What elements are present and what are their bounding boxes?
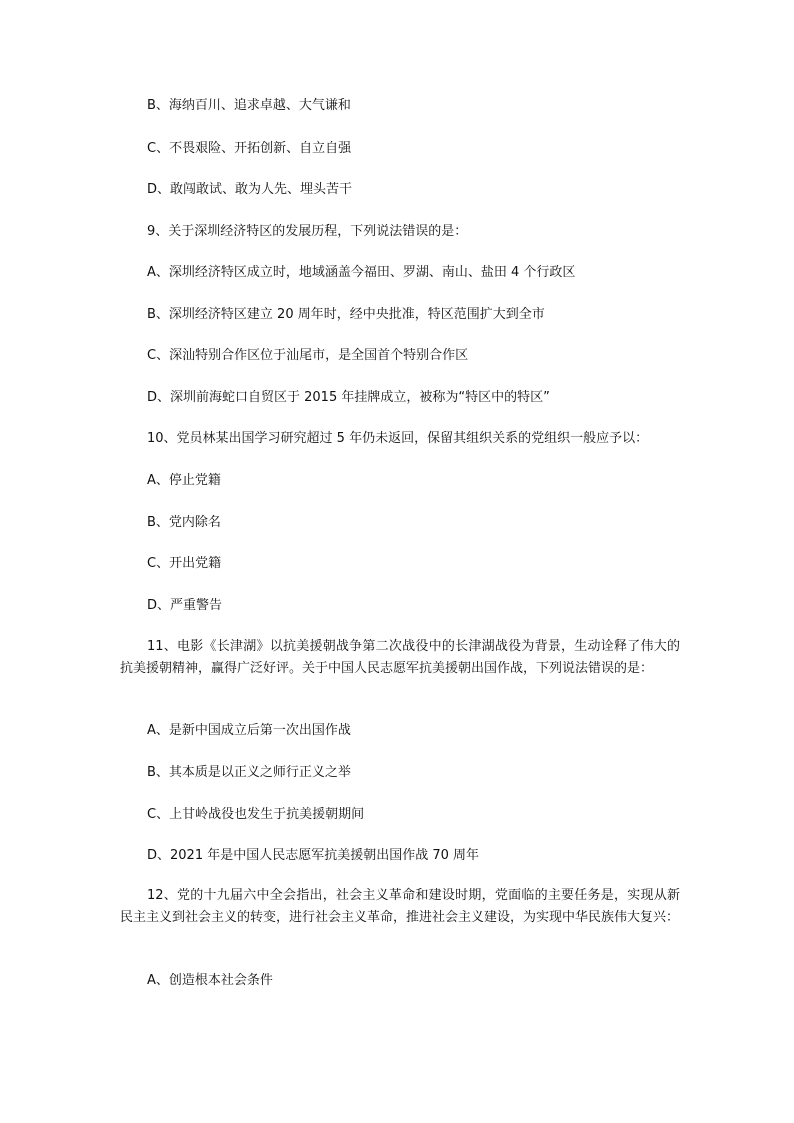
q12-stem: 12、党的十九届六中全会指出，社会主义革命和建设时期，党面临的主要任务是，实现从新民主主义到社会主义的转变，进行社会主义革命，推进社会主义建设，为实现中华民族伟大复兴： (120, 888, 680, 925)
q8-option-d: D、敢闯敢试、敢为人先、埋头苦干 (147, 182, 353, 197)
q11-option-b: B、其本质是以正义之师行正义之举 (147, 765, 351, 780)
q9-option-a: A、深圳经济特区成立时，地域涵盖今福田、罗湖、南山、盐田 4 个行政区 (147, 265, 576, 280)
q10-option-b: B、党内除名 (147, 515, 221, 530)
q9-option-b: B、深圳经济特区建立 20 周年时，经中央批准，特区范围扩大到全市 (147, 307, 545, 322)
q9-option-c: C、深汕特别合作区位于汕尾市，是全国首个特别合作区 (147, 348, 469, 363)
q10-option-d: D、严重警告 (147, 598, 223, 613)
q11-option-d: D、2021 年是中国人民志愿军抗美援朝出国作战 70 周年 (147, 848, 480, 863)
q8-option-b: B、海纳百川、追求卓越、大气谦和 (147, 98, 351, 113)
q11-stem: 11、电影《长津湖》以抗美援朝战争第二次战役中的长津湖战役为背景，生动诠释了伟大的抗美援朝精神，赢得广泛好评。关于中国人民志愿军抗美援朝出国作战，下列说法错误的是： (120, 639, 680, 676)
q10-option-a: A、停止党籍 (147, 473, 221, 488)
q11-option-c: C、上甘岭战役也发生于抗美援朝期间 (147, 807, 365, 822)
q12-option-a: A、创造根本社会条件 (147, 973, 273, 988)
q11-option-a: A、是新中国成立后第一次出国作战 (147, 723, 351, 738)
q10-stem: 10、党员林某出国学习研究超过 5 年仍未返回，保留其组织关系的党组织一般应予以： (147, 431, 649, 446)
q10-option-c: C、开出党籍 (147, 556, 222, 571)
q8-option-c: C、不畏艰险、开拓创新、自立自强 (147, 141, 352, 156)
q9-option-d: D、深圳前海蛇口自贸区于 2015 年挂牌成立，被称为“特区中的特区” (147, 390, 550, 405)
q9-stem: 9、关于深圳经济特区的发展历程，下列说法错误的是： (147, 224, 468, 239)
